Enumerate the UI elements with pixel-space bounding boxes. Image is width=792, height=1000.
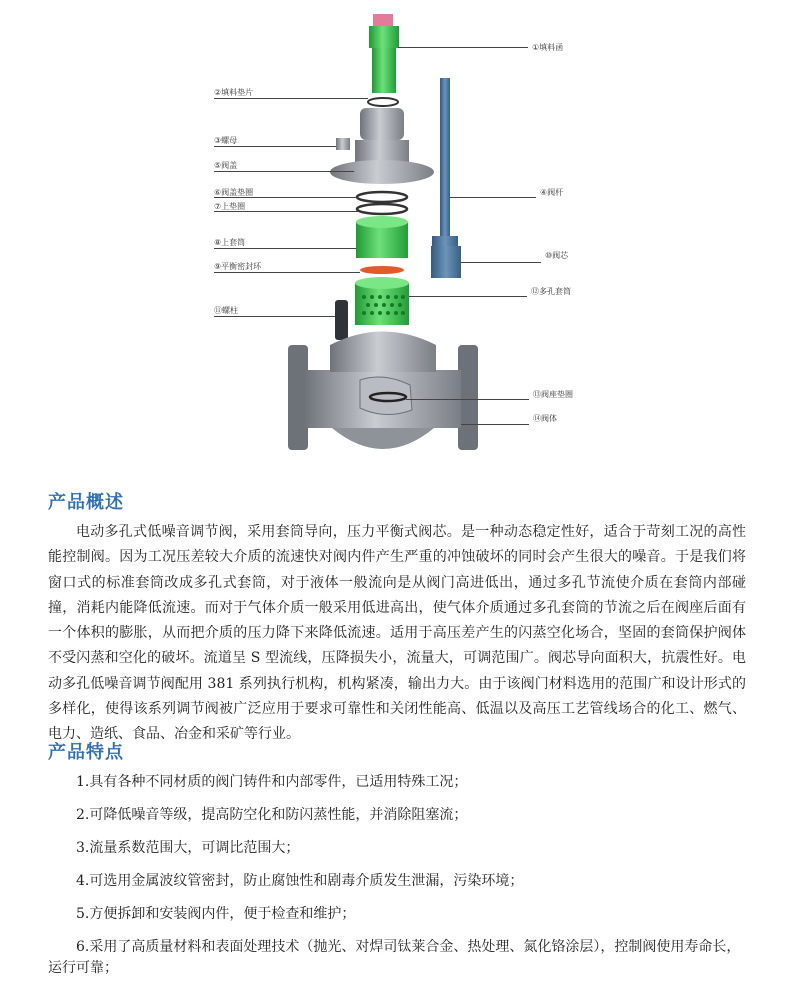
bonnet-gasket-part [357,192,407,202]
callout-valve-body: ⑭阀体 [533,414,557,423]
balance-seal-ring-part [360,266,404,274]
packing-gasket-part [368,98,398,106]
list-item: 4.可选用金属波纹管密封，防止腐蚀性和剧毒介质发生泄漏，污染环境； [76,873,524,889]
multi-hole-cage-part [355,277,409,325]
leader-line [214,171,354,172]
leader-line [461,262,541,263]
list-item: 5.方便拆卸和安装阀内件，便于检查和维护； [76,906,356,922]
leader-line [409,296,527,297]
leader-line [214,248,356,249]
list-item: 3.流量系数范围大，可调比范围大； [76,840,300,856]
callout-upper-cage: ⑧上套筒 [214,238,246,247]
valve-stem-part [440,78,450,238]
overview-heading: 产品概述 [48,492,124,513]
callout-multi-hole-cage: ⑫多孔套筒 [531,287,571,296]
upper-cage-part [356,216,408,258]
valve-body-part [288,332,478,451]
features-list [48,772,746,991]
callout-upper-washer: ⑦上垫圈 [214,202,246,211]
stud-part [335,300,348,340]
packing-box-part [369,14,399,93]
callout-nut: ③螺母 [214,136,238,145]
callout-valve-stem: ④阀杆 [540,188,564,197]
leader-line [406,399,529,400]
callout-stud: ⑪螺柱 [214,306,238,315]
list-item: 2.可降低噪音等级，提高防空化和防闪蒸性能，并消除阻塞流； [76,807,468,823]
valve-plug-part [431,236,461,278]
callout-packing-box: ①填料函 [532,43,564,52]
callout-bonnet: ⑤阀盖 [214,161,238,170]
nut-part [336,138,350,150]
callout-balance-seal-ring: ⑨平衡密封环 [214,262,262,271]
callout-packing-gasket: ②填料垫片 [214,88,254,97]
leader-line [461,424,529,425]
leader-line [214,272,360,273]
list-item: 1.具有各种不同材质的阀门铸件和内部零件，已适用特殊工况； [76,774,468,790]
callout-seat-gasket: ⑬阀座垫圈 [533,390,573,399]
callout-valve-plug: ⑩阀芯 [545,251,569,260]
leader-line [214,316,335,317]
callout-bonnet-gasket: ⑥阀盖垫圈 [214,188,254,197]
leader-line [450,197,536,198]
leader-line [398,47,528,48]
leader-line [214,146,336,147]
upper-washer-part [357,204,407,214]
leader-line [214,98,368,99]
list-item: 6.采用了高质量材料和表面处理技术（抛光、对焊司钛莱合金、热处理、氮化铬涂层），控制阀使用寿命长，运行可靠； [48,939,741,976]
overview-paragraph: 电动多孔式低噪音调节阀，采用套筒导向，压力平衡式阀芯。是一种动态稳定性好，适合于苛刻工况的高性能控制阀。因为工况压差较大介质的流速快对阀内件产生严重的冲蚀破坏的同时会产生很大的噪音。于是我们将窗口式的标准套筒改成多孔式套筒，对于液体一般流向是从阀门高进低出，通过多孔节流使介质在套筒内部碰撞，消耗内能降低流速。而对于气体介质一般采用低进高出，使气体介质通过多孔套筒的节流之后在阀座后面有一个体积的膨胀，从而把介质的压力降下来降低流速。适用于高压差产生的闪蒸空化场合，坚固的套筒保护阀体不受闪蒸和空化的破坏。流道呈 S 型流线，压降损失小，流量大，可调范围广。阀芯导向面积大，抗震性好。电动多孔低噪音调节阀配用 381 系列执行机构，机构紧凑，输出力大。由于该阀门材料选用的范围广和设计形式的多样化，使得该系列调节阀被广泛应用于要求可靠性和关闭性能高、低温以及高压工艺管线场合的化工、燃气、电力、造纸、食品、冶金和采矿等行业。 [48,524,746,743]
valve-exploded-diagram [0,0,792,480]
features-heading: 产品特点 [48,742,124,763]
valve-illustration [0,0,792,480]
